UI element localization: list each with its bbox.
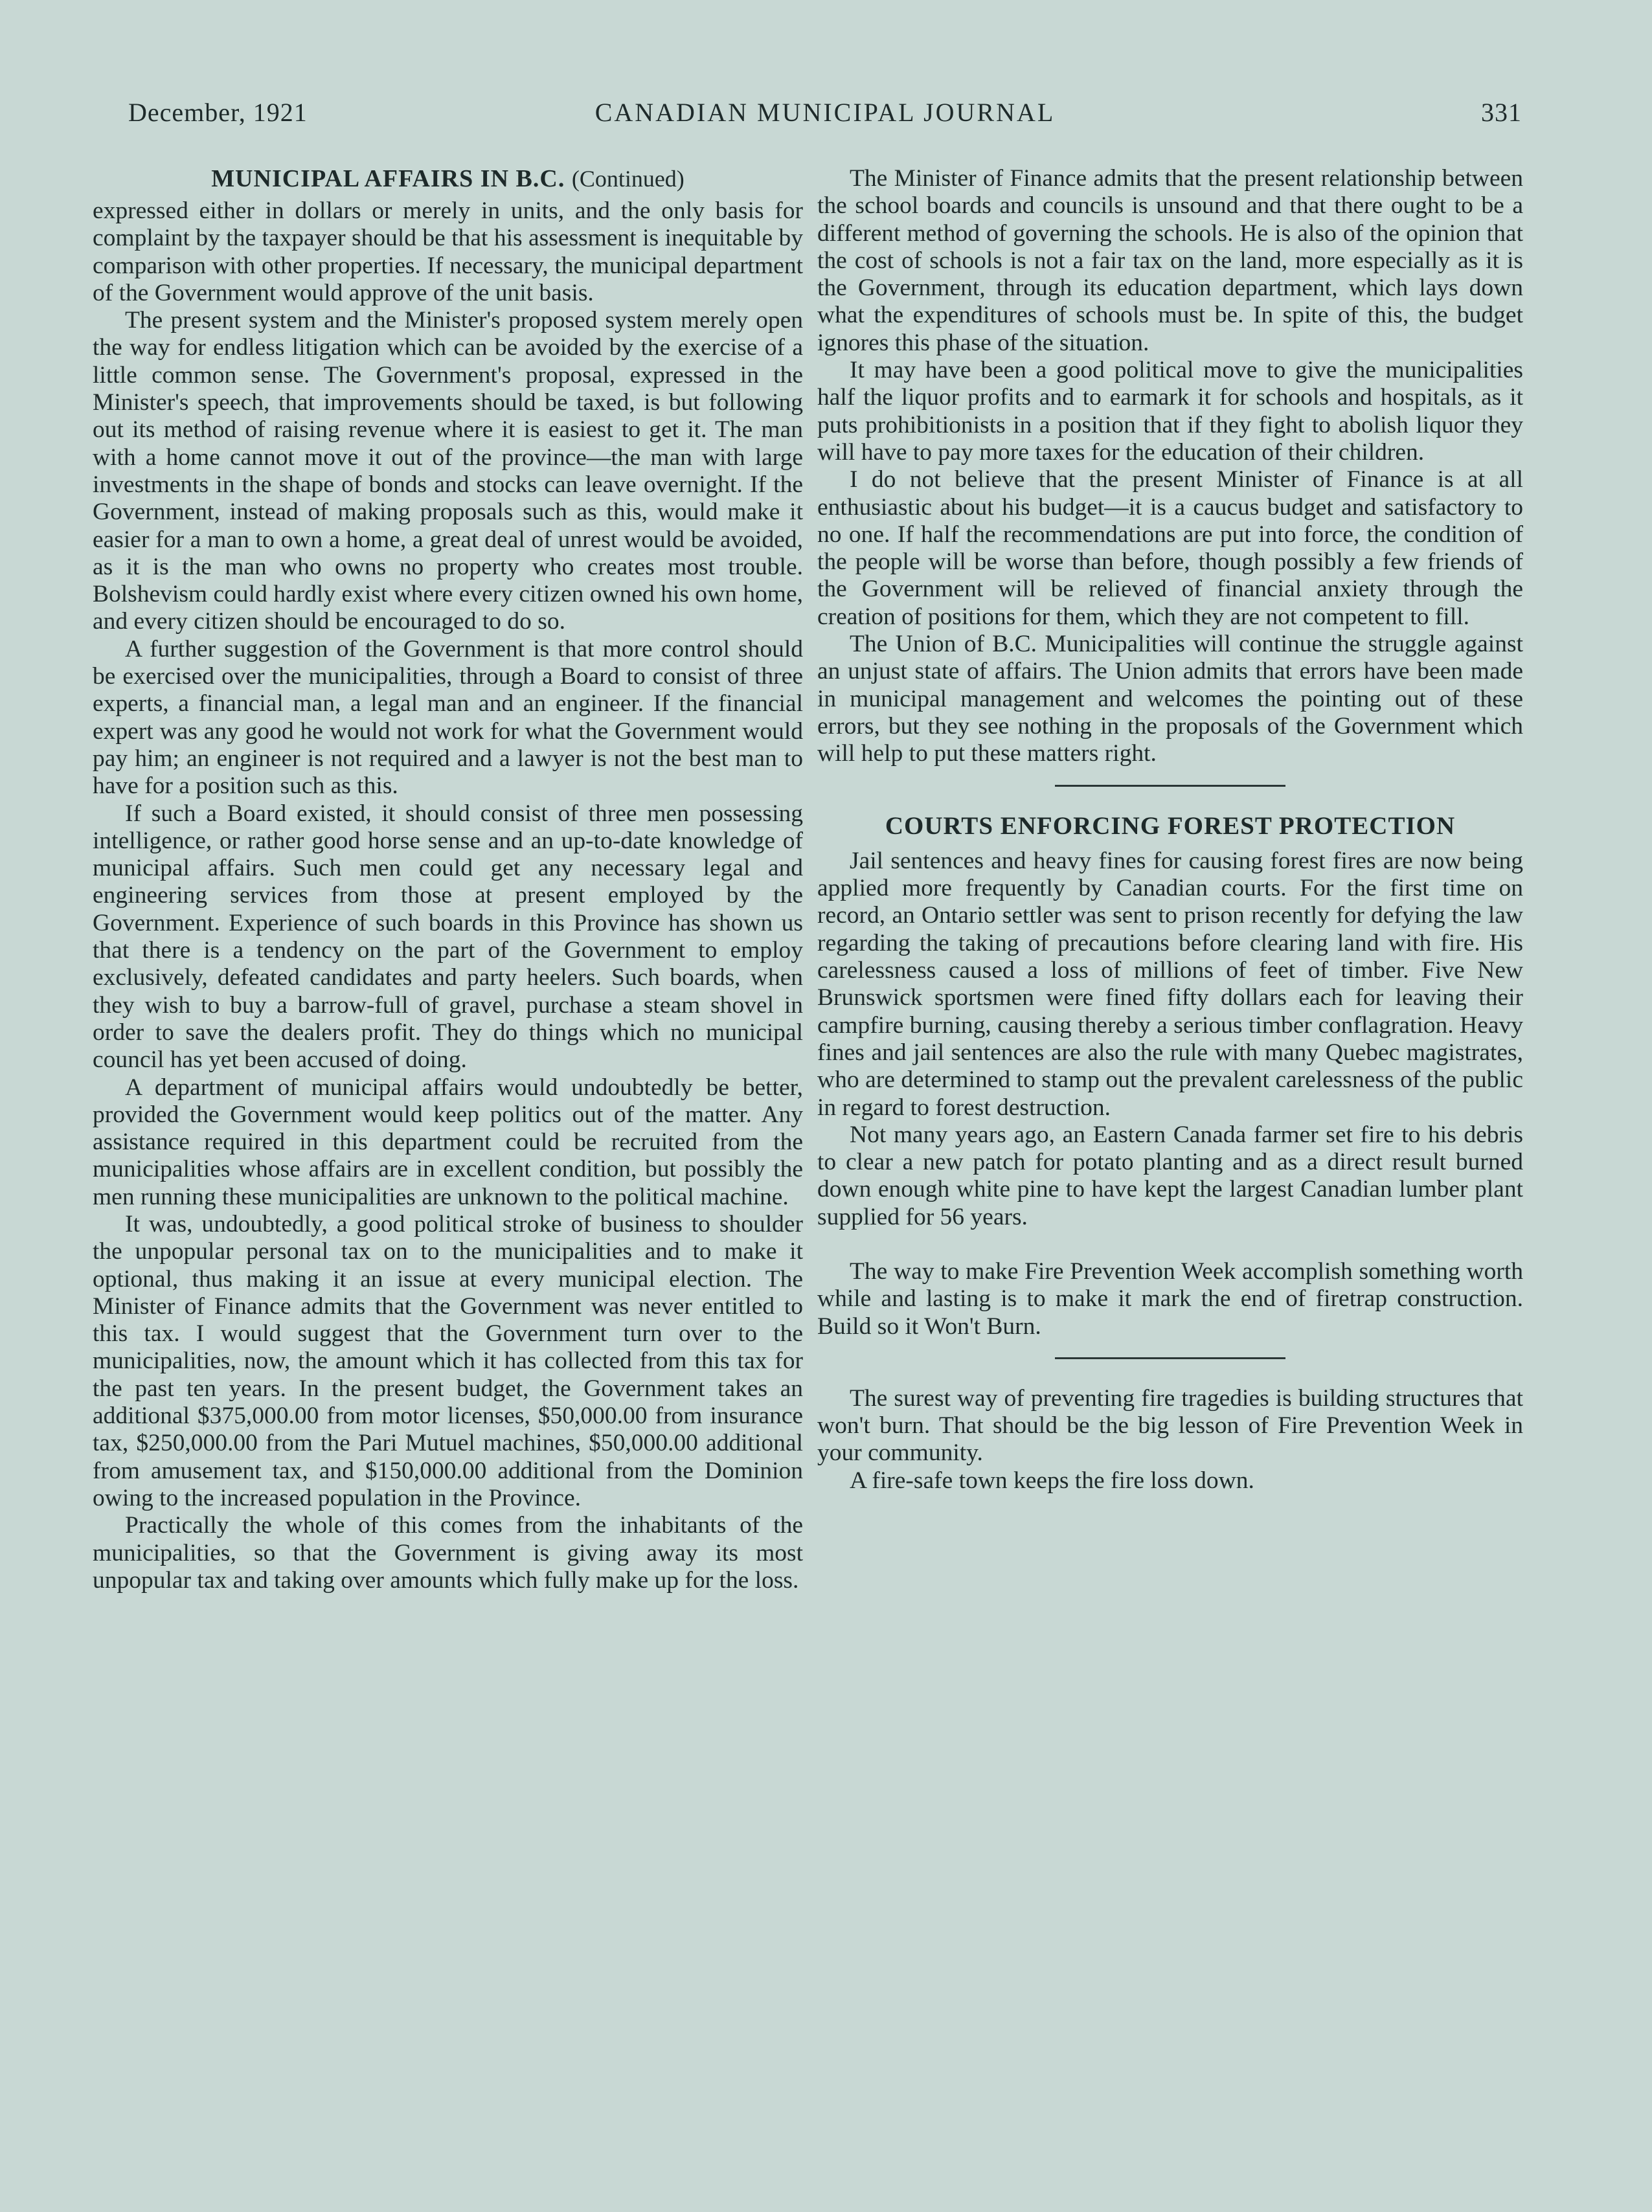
paragraph: Jail sentences and heavy fines for causing forest fires are now being applied more frequently by Canadian courts. For the first time on record, an Ontario settler was sent to prison recently for defying the law regarding the taking of precautions before clearing land with fire. His carelessness caused a loss of millions of feet of timber. Five New Brunswick sportsmen were fined fifty dollars each for leaving their campfire burning, causing thereby a serious timber conflagration. Heavy fines and jail sentences are also the rule with many Quebec magistrates, who are determined to stamp out the prevalent carelessness of the public in regard to forest destruction. (817, 847, 1523, 1121)
paragraph: Not many years ago, an Eastern Canada farmer set fire to his debris to clear a new patch for potato planting and as a direct result burned down enough white pine to have kept the largest Canadian lumber plant supplied for 56 years. (817, 1121, 1523, 1230)
paragraph: expressed either in dollars or merely in units, and the only basis for complaint by the taxpayer should be that his assessment is inequitable by comparison with other properties. If necessary, the municipal department of the Government would approve of the unit basis. (93, 198, 803, 306)
article-heading-municipal-affairs (93, 165, 803, 195)
paragraph: Practically the whole of this comes from the inhabitants of the municipalities, so that the Government is giving away its most unpopular tax and taking over amounts which fully make up for the loss. (93, 1512, 803, 1594)
right-column (817, 165, 1523, 1495)
paragraph: It may have been a good political move to give the municipalities half the liquor profits and to earmark it for schools and hospitals, as it puts prohibitionists in a position that if they fight to abolish liquor they will have to pay more taxes for the education of their children. (817, 357, 1523, 466)
article-title: MUNICIPAL AFFAIRS IN B.C. (211, 165, 565, 192)
journal-title: CANADIAN MUNICIPAL JOURNAL (594, 98, 1056, 127)
filler-paragraph: The surest way of preventing fire tragedies is building structures that won't burn. That should be the big lesson of Fire Prevention Week in your community. (817, 1384, 1523, 1467)
running-head (128, 97, 1522, 142)
spacer (817, 1231, 1523, 1258)
paragraph: I do not believe that the present Minister of Finance is at all enthusiastic about his budget—it is a caucus budget and satisfactory to no one. If half the recommendations are put into force, the condition of the people will be worse than before, though possibly a few friends of the Government will be relieved of financial anxiety through the creation of positions for them, which they are not competent to fill. (817, 466, 1523, 630)
continued-label: (Continued) (571, 166, 685, 192)
paragraph: The Minister of Finance admits that the present relationship between the school boards and councils is unsound and that there ought to be a different method of governing the schools. He is also of the opinion that the cost of schools is not a fair tax on the land, more especially as it is the Government, through its education department, which lays down what the expenditures of schools must be. In spite of this, the budget ignores this phase of the situation. (817, 165, 1523, 356)
paragraph: A department of municipal affairs would undoubtedly be better, provided the Government would keep politics out of the matter. Any assistance required in this department could be recruited from the municipalities whose affairs are in excellent condition, but possibly the men running these municipalities are unknown to the political machine. (93, 1074, 803, 1210)
paragraph: The Union of B.C. Municipalities will continue the struggle against an unjust state of affairs. The Union admits that errors have been made in municipal management and welcomes the pointing out of these errors, but they see nothing in the proposals of the Government which will help to put these matters right. (817, 631, 1523, 767)
page-number: 331 (1481, 98, 1522, 127)
paragraph: If such a Board existed, it should consist of three men possessing intelligence, or rather good horse sense and an up-to-date knowledge of municipal affairs. Such men could get any necessary legal and engineering services from those at present employed by the Government. Experience of such boards in this Province has shown us that there is a tendency on the part of the Government to employ exclusively, defeated candidates and party heelers. Such boards, when they wish to buy a barrow-full of gravel, purchase a steam shovel in order to save the dealers profit. They do things which no municipal council has yet been accused of doing. (93, 800, 803, 1074)
section-divider (1055, 1357, 1285, 1359)
article-heading-forest-protection: COURTS ENFORCING FOREST PROTECTION (885, 811, 1456, 840)
issue-date: December, 1921 (128, 98, 308, 127)
paragraph: The present system and the Minister's proposed system merely open the way for endless litigation which can be avoided by the exercise of a little common sense. The Government's proposal, expressed in the Minister's speech, that improvements should be taxed, is but following out its method of raising revenue where it is easiest to get it. The man with a home cannot move it out of the province—the man with large investments in the shape of bonds and stocks can leave overnight. If the Government, instead of making proposals such as this, would make it easier for a man to own a home, a great deal of unrest would be avoided, as it is the man who owns no property who creates most trouble. Bolshevism could hardly exist where every citizen owned his own home, and every citizen should be encouraged to do so. (93, 307, 803, 635)
left-column (93, 165, 803, 1594)
filler-paragraph: The way to make Fire Prevention Week accomplish something worth while and lasting is to make it mark the end of firetrap construction. Build so it Won't Burn. (817, 1258, 1523, 1340)
closing-line: A fire-safe town keeps the fire loss down. (850, 1467, 1254, 1494)
section-divider (1055, 785, 1285, 787)
paragraph: It was, undoubtedly, a good political stroke of business to shoulder the unpopular personal tax on to the municipalities and to make it optional, thus making it an issue at every municipal election. The Minister of Finance admits that the Government was never entitled to this tax. I would suggest that the Government turn over to the municipalities, now, the amount which it has collected from this tax for the past ten years. In the present budget, the Government takes an additional $375,000.00 from motor licenses, $50,000.00 from insurance tax, $250,000.00 from the Pari Mutuel machines, $50,000.00 additional from amusement tax, and $150,000.00 additional from the Dominion owing to the increased population in the Province. (93, 1210, 803, 1511)
paragraph: A further suggestion of the Government is that more control should be exercised over the municipalities, through a Board to consist of three experts, a financial man, a legal man and an engineer. If the financial expert was any good he would not work for what the Government would pay him; an engineer is not required and a lawyer is not the best man to have for a position such as this. (93, 635, 803, 800)
